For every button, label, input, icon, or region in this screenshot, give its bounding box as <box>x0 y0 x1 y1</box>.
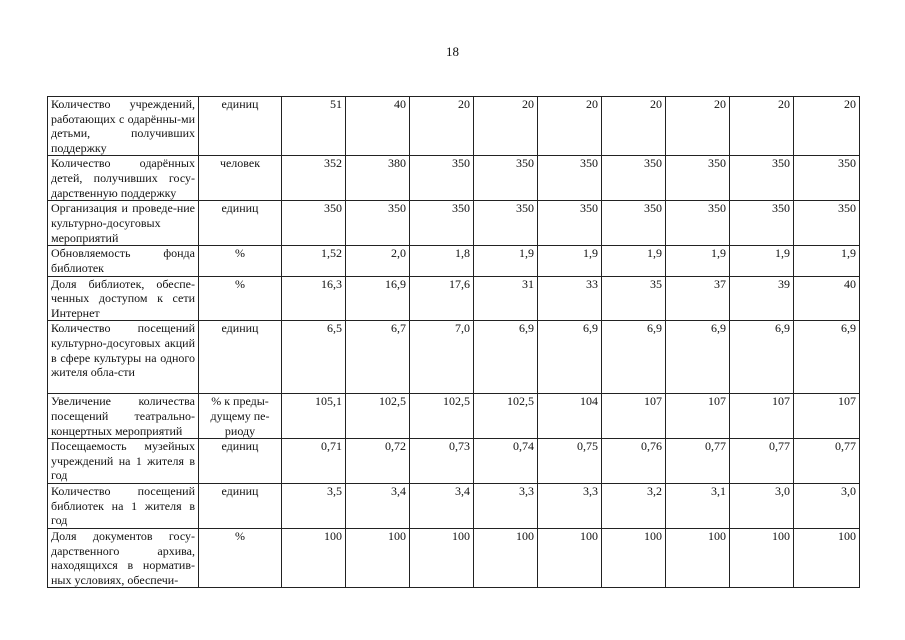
value-cell: 350 <box>794 201 860 246</box>
value-cell: 104 <box>538 394 602 439</box>
value-cell: 33 <box>538 276 602 321</box>
indicator-cell: Доля библиотек, обеспе-ченных доступом к сети Интернет <box>48 276 199 321</box>
value-cell: 3,3 <box>474 484 538 529</box>
value-cell: 100 <box>602 528 666 587</box>
unit-cell: единиц <box>199 439 282 484</box>
value-cell: 37 <box>666 276 730 321</box>
value-cell: 3,2 <box>602 484 666 529</box>
value-cell: 350 <box>794 156 860 201</box>
value-cell: 100 <box>346 528 410 587</box>
value-cell: 40 <box>346 97 410 156</box>
value-cell: 39 <box>730 276 794 321</box>
value-cell: 350 <box>346 201 410 246</box>
value-cell: 20 <box>730 97 794 156</box>
unit-cell: единиц <box>199 97 282 156</box>
unit-cell: % к преды-дущему пе-риоду <box>199 394 282 439</box>
value-cell: 350 <box>730 156 794 201</box>
value-cell: 7,0 <box>410 321 474 394</box>
value-cell: 0,77 <box>730 439 794 484</box>
table-body <box>48 97 860 588</box>
table-row <box>48 276 860 321</box>
value-cell: 107 <box>666 394 730 439</box>
unit-cell: % <box>199 246 282 276</box>
value-cell: 350 <box>666 201 730 246</box>
value-cell: 350 <box>410 201 474 246</box>
value-cell: 105,1 <box>282 394 346 439</box>
value-cell: 0,72 <box>346 439 410 484</box>
value-cell: 6,9 <box>474 321 538 394</box>
value-cell: 0,74 <box>474 439 538 484</box>
value-cell: 107 <box>730 394 794 439</box>
value-cell: 3,1 <box>666 484 730 529</box>
table-row <box>48 201 860 246</box>
value-cell: 0,76 <box>602 439 666 484</box>
value-cell: 1,9 <box>666 246 730 276</box>
value-cell: 350 <box>410 156 474 201</box>
value-cell: 20 <box>538 97 602 156</box>
table-row <box>48 97 860 156</box>
indicator-cell: Доля документов госу-дарственного архива, находящихся в норматив-ных условиях, обеспечи- <box>48 528 199 587</box>
table-row <box>48 528 860 587</box>
value-cell: 350 <box>474 156 538 201</box>
unit-cell: % <box>199 276 282 321</box>
unit-cell: единиц <box>199 201 282 246</box>
value-cell: 1,9 <box>538 246 602 276</box>
unit-cell: единиц <box>199 484 282 529</box>
value-cell: 6,9 <box>666 321 730 394</box>
value-cell: 6,5 <box>282 321 346 394</box>
value-cell: 352 <box>282 156 346 201</box>
value-cell: 350 <box>666 156 730 201</box>
value-cell: 0,77 <box>666 439 730 484</box>
value-cell: 3,0 <box>730 484 794 529</box>
value-cell: 107 <box>794 394 860 439</box>
value-cell: 107 <box>602 394 666 439</box>
value-cell: 20 <box>474 97 538 156</box>
indicator-cell: Количество посещений культурно-досуговых акций в сфере культуры на одного жителя обла-сти <box>48 321 199 394</box>
value-cell: 350 <box>602 156 666 201</box>
indicator-cell: Количество посещений библиотек на 1 жителя в год <box>48 484 199 529</box>
value-cell: 102,5 <box>346 394 410 439</box>
value-cell: 100 <box>538 528 602 587</box>
value-cell: 350 <box>730 201 794 246</box>
value-cell: 102,5 <box>410 394 474 439</box>
value-cell: 16,9 <box>346 276 410 321</box>
value-cell: 350 <box>474 201 538 246</box>
value-cell: 20 <box>410 97 474 156</box>
indicator-cell: Количество учреждений, работающих с одарённы-ми детьми, получивших поддержку <box>48 97 199 156</box>
value-cell: 100 <box>282 528 346 587</box>
value-cell: 6,9 <box>730 321 794 394</box>
value-cell: 6,9 <box>794 321 860 394</box>
value-cell: 40 <box>794 276 860 321</box>
value-cell: 2,0 <box>346 246 410 276</box>
indicator-cell: Увеличение количества посещений театрально-концертных мероприятий <box>48 394 199 439</box>
table-row <box>48 439 860 484</box>
value-cell: 6,7 <box>346 321 410 394</box>
value-cell: 1,9 <box>474 246 538 276</box>
value-cell: 3,0 <box>794 484 860 529</box>
value-cell: 380 <box>346 156 410 201</box>
indicator-cell: Обновляемость фонда библиотек <box>48 246 199 276</box>
value-cell: 1,8 <box>410 246 474 276</box>
value-cell: 100 <box>666 528 730 587</box>
value-cell: 20 <box>602 97 666 156</box>
unit-cell: % <box>199 528 282 587</box>
value-cell: 51 <box>282 97 346 156</box>
value-cell: 6,9 <box>538 321 602 394</box>
value-cell: 3,4 <box>346 484 410 529</box>
value-cell: 17,6 <box>410 276 474 321</box>
indicator-cell: Организация и проведе-ние культурно-досуговых мероприятий <box>48 201 199 246</box>
value-cell: 1,9 <box>730 246 794 276</box>
value-cell: 20 <box>666 97 730 156</box>
value-cell: 31 <box>474 276 538 321</box>
table-row <box>48 484 860 529</box>
unit-cell: единиц <box>199 321 282 394</box>
value-cell: 100 <box>730 528 794 587</box>
value-cell: 0,75 <box>538 439 602 484</box>
value-cell: 16,3 <box>282 276 346 321</box>
indicator-cell: Количество одарённых детей, получивших госу-дарственную поддержку <box>48 156 199 201</box>
value-cell: 100 <box>474 528 538 587</box>
page-number: 18 <box>446 44 459 59</box>
value-cell: 35 <box>602 276 666 321</box>
value-cell: 100 <box>794 528 860 587</box>
value-cell: 100 <box>410 528 474 587</box>
unit-cell: человек <box>199 156 282 201</box>
value-cell: 0,73 <box>410 439 474 484</box>
value-cell: 350 <box>282 201 346 246</box>
value-cell: 350 <box>602 201 666 246</box>
value-cell: 102,5 <box>474 394 538 439</box>
indicators-table <box>47 96 860 588</box>
value-cell: 0,71 <box>282 439 346 484</box>
value-cell: 6,9 <box>602 321 666 394</box>
value-cell: 0,77 <box>794 439 860 484</box>
value-cell: 3,3 <box>538 484 602 529</box>
value-cell: 350 <box>538 201 602 246</box>
value-cell: 1,9 <box>794 246 860 276</box>
table-row <box>48 394 860 439</box>
value-cell: 20 <box>794 97 860 156</box>
indicator-cell: Посещаемость музейных учреждений на 1 жителя в год <box>48 439 199 484</box>
value-cell: 350 <box>538 156 602 201</box>
table-row <box>48 246 860 276</box>
value-cell: 3,5 <box>282 484 346 529</box>
table-row <box>48 321 860 394</box>
value-cell: 3,4 <box>410 484 474 529</box>
value-cell: 1,52 <box>282 246 346 276</box>
table-row <box>48 156 860 201</box>
value-cell: 1,9 <box>602 246 666 276</box>
